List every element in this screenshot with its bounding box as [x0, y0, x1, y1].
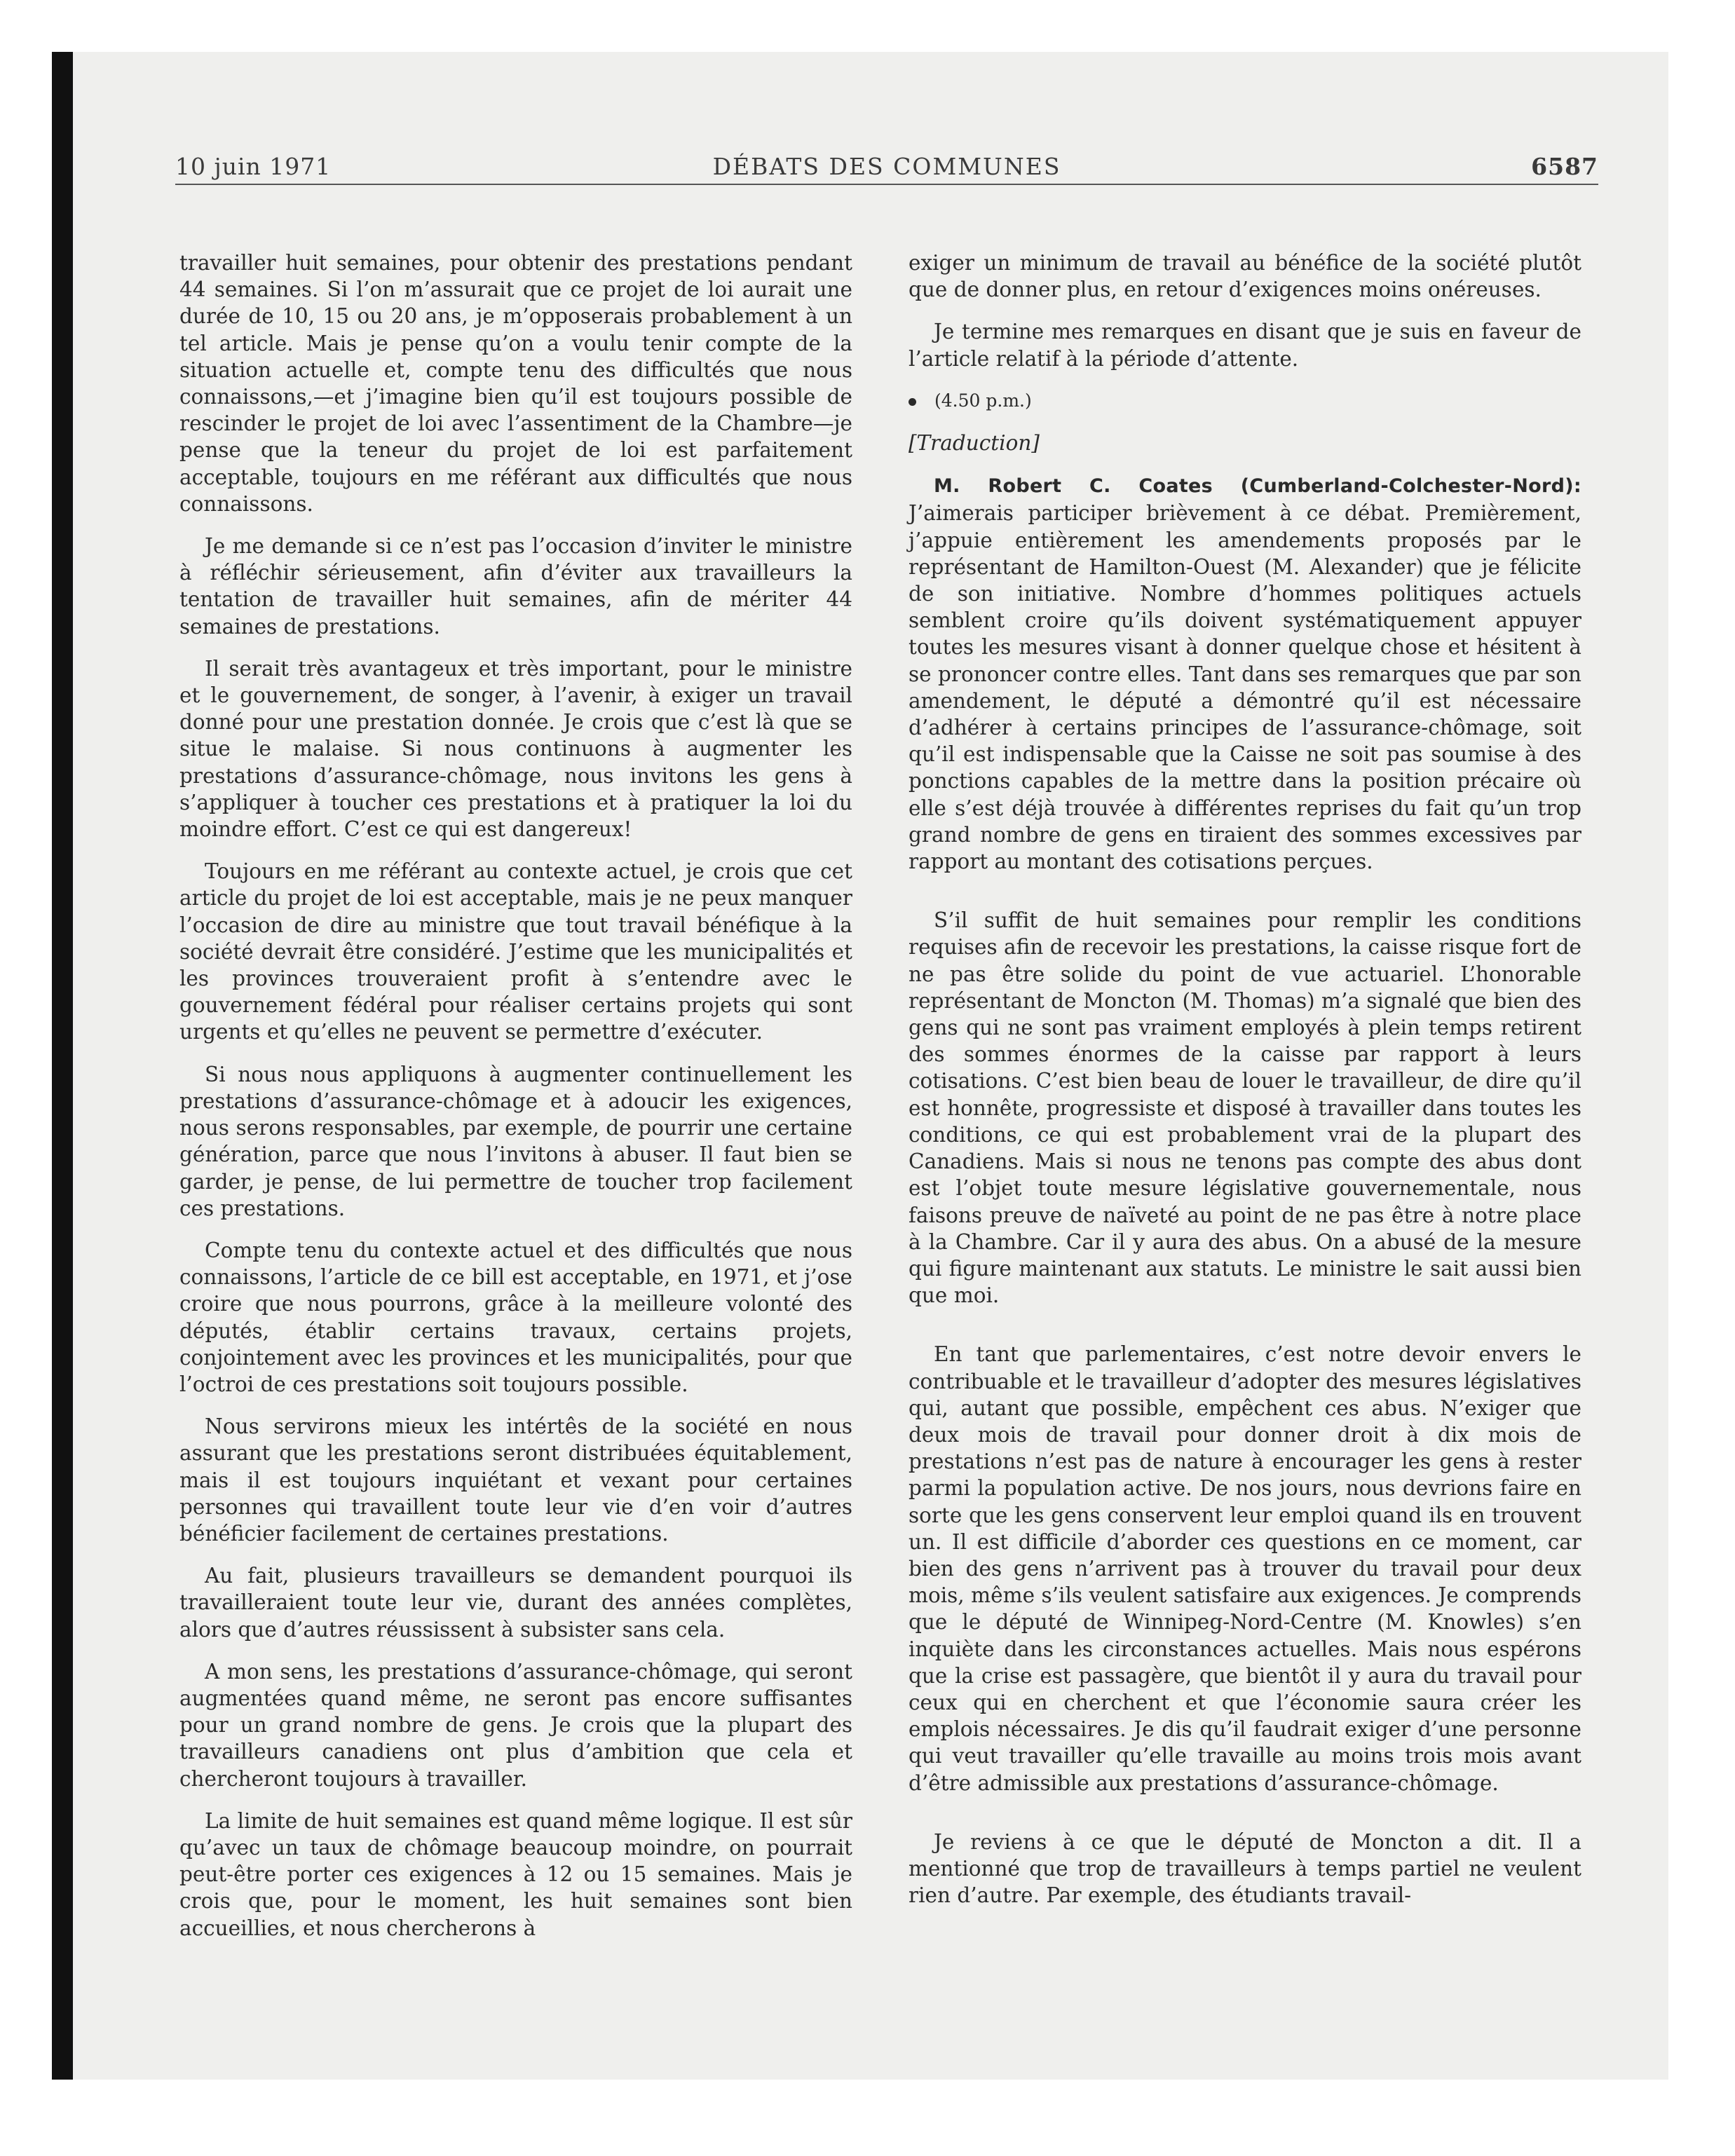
paragraph: Je me demande si ce n’est pas l’occasion d’inviter le ministre à réfléchir sérieusement, afin d’éviter aux travailleurs la tentation de travailler huit semaines, afin de mériter 44 semaines de prestations.	[179, 534, 852, 639]
paragraph: Je reviens à ce que le député de Moncton a dit. Il a mentionné que trop de travailleurs à temps partiel ne veulent rien d’autre. Par exemple, des étudiants travail-	[909, 1829, 1581, 1908]
time-marker	[909, 388, 1581, 414]
speech-text: J’aimerais participer brièvement à ce débat. Premièrement, j’appuie entièrement les amendements proposés par le représentant de Hamilton-Ouest (M. Alexander) que je félicite de son initiative. Nombre d’hommes politiques actuels semblent croire qu’ils doivent systématiquement appuyer toutes les mesures visant à donner quelque chose et hésitent à se prononcer contre elles. Tant dans ses remarques que par son amendement, le député a démontré qu’il est nécessaire d’adhérer à certains principes de l’assurance-chômage, soit qu’il est indispensable que la Caisse ne soit pas soumise à des ponctions capables de la mettre dans la position précaire où elle s’est déjà trouvée à différentes reprises du fait qu’un trop grand nombre de gens en tiraient des sommes excessives par rapport au montant des cotisations perçues.	[909, 501, 1581, 874]
scan-edge	[52, 52, 73, 2080]
paragraph: S’il suffit de huit semaines pour remplir les conditions requises afin de recevoir les prestations, la caisse risque fort de ne pas être solide du point de vue actuariel. L’honorable représentant de Moncton (M. Thomas) m’a signalé que bien des gens qui ne sont pas vraiment employés à plein temps retirent des sommes énormes de la caisse par rapport à leurs cotisations. C’est bien beau de louer le travailleur, de dire qu’il est honnête, progressiste et disposé à travailler dans toutes les conditions, ce qui est probablement vrai de la plupart des Canadiens. Mais si nous ne tenons pas compte des abus dont est l’objet toute mesure législative gouvernementale, nous faisons preuve de naïveté au point de ne pas être à notre place à la Chambre. Car il y aura des abus. On a abusé de la mesure qui figure maintenant aux statuts. Le ministre le sait aussi bien que moi.	[909, 908, 1581, 1308]
paragraph: La limite de huit semaines est quand même logique. Il est sûr qu’avec un taux de chômage beaucoup moindre, on pourrait peut-être porter ces exigences à 12 ou 15 semaines. Mais je crois que, pour le moment, les huit semaines sont bien accueillies, et nous chercherons à	[179, 1808, 852, 1940]
speech-paragraph	[909, 472, 1581, 875]
header-title: DÉBATS DES COMMUNES	[712, 153, 1061, 180]
paragraph: Nous servirons mieux les intértês de la société en nous assurant que les prestations seront distribuées équitablement, mais il est toujours inquiétant et vexant pour certaines personnes qui travaillent toute leur vie d’en voir d’autres bénéficier facilement de certaines prestations.	[179, 1414, 852, 1546]
page-header	[175, 153, 1598, 185]
paragraph: Si nous nous appliquons à augmenter continuellement les prestations d’assurance-chômage et à adoucir les exigences, nous serons responsables, par exemple, de pourrir une certaine génération, parce que nous l’invitons à abuser. Il faut bien se garder, je pense, de lui permettre de toucher trop facilement ces prestations.	[179, 1062, 852, 1220]
paragraph: Au fait, plusieurs travailleurs se demandent pourquoi ils travailleraient toute leur vie, durant des années complètes, alors que d’autres réussissent à subsister sans cela.	[179, 1564, 852, 1642]
time-marker-text: (4.50 p.m.)	[934, 390, 1032, 411]
left-column	[179, 250, 852, 1957]
bullet-icon	[909, 398, 916, 406]
speaker-name: M. Robert C. Coates (Cumberland-Colchester-Nord):	[934, 475, 1581, 498]
paragraph: Toujours en me référant au contexte actuel, je crois que cet article du projet de loi est acceptable, mais je ne peux manquer l’occasion de dire au ministre que tout travail bénéfique à la société devrait être considéré. J’estime que les municipalités et les provinces trouveraient profit à s’entendre avec le gouvernement fédéral pour réaliser certains projets qui sont urgents et qu’elles ne peuvent se permettre d’exécuter.	[179, 859, 852, 1044]
paragraph: travailler huit semaines, pour obtenir des prestations pendant 44 semaines. Si l’on m’assurait que ce projet de loi aurait une durée de 10, 15 ou 20 ans, je m’opposerais probablement à un tel article. Mais je pense qu’on a voulu tenir compte de la situation actuelle et, compte tenu des difficultés que nous connaissons,—et j’imagine bien qu’il est toujours possible de rescinder le projet de loi avec l’assentiment de la Chambre—je pense que la teneur du projet de loi est parfaitement acceptable, toujours en me référant aux difficultés que nous connaissons.	[179, 251, 852, 516]
paragraph: Il serait très avantageux et très important, pour le ministre et le gouvernement, de songer, à l’avenir, à exiger un travail donné pour une prestation donnée. Je crois que c’est là que se situe le malaise. Si nous continuons à augmenter les prestations d’assurance-chômage, nous invitons les gens à s’appliquer à toucher ces prestations et à pratiquer la loi du moindre effort. C’est ce qui est dangereux!	[179, 656, 852, 842]
right-column	[909, 250, 1581, 1924]
paragraph: Je termine mes remarques en disant que je suis en faveur de l’article relatif à la période d’attente.	[909, 320, 1581, 371]
translation-label: [Traduction]	[909, 431, 1040, 456]
header-page-number: 6587	[1531, 153, 1598, 180]
header-rule	[175, 184, 1598, 185]
paragraph: En tant que parlementaires, c’est notre devoir envers le contribuable et le travailleur d’adopter des mesures législatives qui, autant que possible, empêchent ces abus. N’exiger que deux mois de travail pour donner droit à dix mois de prestations n’est pas de nature à encourager les gens à rester parmi la population active. De nos jours, nous devrions faire en sorte que les gens conservent leur emploi quand ils en trouvent un. Il est difficile d’aborder ces questions en ce moment, car bien des gens n’arrivent pas à trouver du travail pour deux mois, même s’ils veulent satisfaire aux exigences. Je comprends que le député de Winnipeg-Nord-Centre (M. Knowles) s’en inquiète dans les circonstances actuelles. Mais nous espérons que la crise est passagère, que bientôt il y aura du travail pour ceux qui en cherchent et que l’économie saura créer les emplois nécessaires. Je dis qu’il faudrait exiger d’une personne qui veut travailler qu’elle travaille au moins trois mois avant d’être admissible aux prestations d’assurance-chômage.	[909, 1342, 1581, 1795]
paragraph: exiger un minimum de travail au bénéfice de la société plutôt que de donner plus, en retour d’exigences moins onéreuses.	[909, 251, 1581, 302]
header-date: 10 juin 1971	[175, 153, 332, 180]
paragraph: Compte tenu du contexte actuel et des difficultés que nous connaissons, l’article de ce bill est acceptable, en 1971, et j’ose croire que nous pourrons, grâce à la meilleure volonté des députés, établir certains travaux, certains projets, conjointement avec les provinces et les municipalités, pour que l’octroi de ces prestations soit toujours possible.	[179, 1238, 852, 1396]
paragraph: A mon sens, les prestations d’assurance-chômage, qui seront augmentées quand même, ne seront pas encore suffisantes pour un grand nombre de gens. Je crois que la plupart des travailleurs canadiens ont plus d’ambition que cela et chercheront toujours à travailler.	[179, 1659, 852, 1791]
